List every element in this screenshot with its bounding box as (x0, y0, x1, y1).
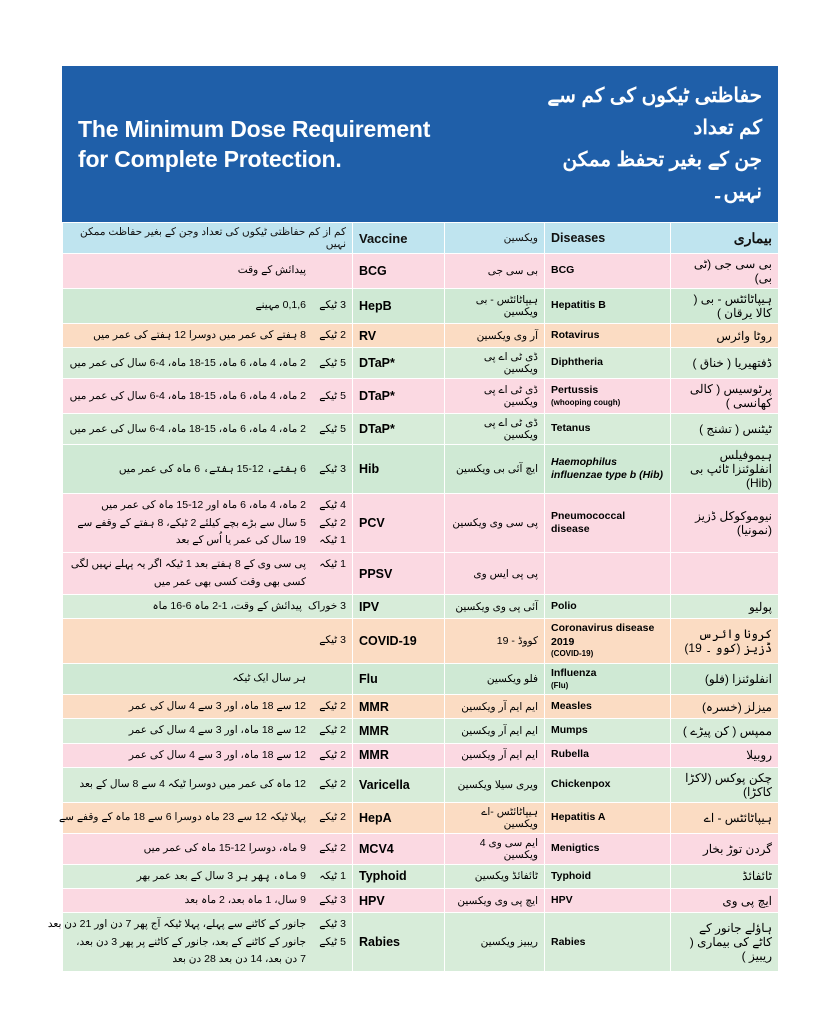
disease-name-urdu-cell: گردن توڑ بخار (671, 833, 779, 864)
vaccine-name-urdu-cell: ریبیز ویکسین (445, 913, 545, 972)
table-row (63, 767, 779, 802)
dose-schedule-cell: 2 ٹیکے12 ماہ کی عمر میں دوسرا ٹیکہ 4 سے 8 سال کے بعد (63, 767, 353, 802)
vaccine-name-cell: Hib (353, 445, 445, 494)
disease-name-cell (545, 553, 671, 595)
table-row (63, 663, 779, 694)
table-row (63, 913, 779, 972)
disease-name-urdu-cell: بی سی جی (ٹی بی) (671, 254, 779, 289)
dose-schedule-cell: 1 ٹیکہپی سی وی کے 8 ہفتے بعد 1 ٹیکہ اگر یہ پہلے نہیں لگی کسی بھی وقت کسی بھی عمر میں (63, 553, 353, 595)
table-row (63, 743, 779, 767)
table-row (63, 594, 779, 618)
column-header-doses-urdu: کم از کم حفاظتی ٹیکوں کی تعداد وجن کے بغیر حفاظت ممکن نہیں (63, 223, 353, 254)
vaccine-table (47, 222, 779, 972)
vaccine-name-urdu-cell: ہیپاٹائٹس - بی ویکسین (445, 289, 545, 324)
disease-name-cell: Hepatitis A (545, 802, 671, 833)
disease-name-urdu-cell: روٹا وائرس (671, 324, 779, 348)
header-title-urdu (518, 66, 778, 222)
disease-name-urdu-cell: ٹائفائڈ (671, 864, 779, 888)
disease-name-urdu-cell: ایچ پی وی (671, 889, 779, 913)
table-row (63, 889, 779, 913)
dose-schedule-cell: 5 ٹیکے2 ماہ، 4 ماہ، 6 ماہ، 15-18 ماہ، 4-6 سال کی عمر میں (63, 414, 353, 445)
vaccine-name-urdu-cell: ایچ آئی بی ویکسین (445, 445, 545, 494)
disease-name-urdu-cell (671, 553, 779, 595)
header-urdu-line1: حفاظتی ٹیکوں کی کم سے کم تعداد (547, 85, 762, 139)
vaccine-name-urdu-cell: ٹائفائڈ ویکسین (445, 864, 545, 888)
table-row (63, 553, 779, 595)
dose-schedule-cell: 1 ٹیکہ9 ماہ، پھر ہر 3 سال کے بعد عمر بھر (63, 864, 353, 888)
dose-schedule-cell: 5 ٹیکے2 ماہ، 4 ماہ، 6 ماہ، 15-18 ماہ، 4-6 سال کی عمر میں (63, 348, 353, 379)
vaccine-name-urdu-cell: کووڈ - 19 (445, 619, 545, 664)
vaccine-name-cell: HPV (353, 889, 445, 913)
dose-schedule-cell: 5 ٹیکے2 ماہ، 4 ماہ، 6 ماہ، 15-18 ماہ، 4-6 سال کی عمر میں (63, 379, 353, 414)
disease-name-urdu-cell: کرونا وائرس ڈزیز (کوو ۔ 19) (671, 619, 779, 664)
vaccine-name-urdu-cell: ڈی ٹی اے پی ویکسین (445, 414, 545, 445)
dose-schedule-cell: پیدائش کے وقت (63, 254, 353, 289)
disease-name-cell: Haemophilus influenzae type b (Hib) (545, 445, 671, 494)
table-row (63, 289, 779, 324)
vaccine-name-urdu-cell: ویری سیلا ویکسین (445, 767, 545, 802)
vaccine-name-cell: MMR (353, 719, 445, 743)
disease-name-cell: HPV (545, 889, 671, 913)
dose-schedule-cell: 3 ٹیکےجانور کے کاٹنے سے پہلے، پہلا ٹیکہ آج پھر 7 دن اور 21 دن بعد 5 ٹیکےجانور کے کاٹنے کے بعد، جانور کے کاٹنے پر پھر 3 دن بعد، 7 دن بعد، 14 دن بعد 28 دن بعد (63, 913, 353, 972)
header-title-line1: The Minimum Dose Requirement (78, 115, 431, 142)
vaccine-name-urdu-cell: ایم ایم آر ویکسین (445, 694, 545, 718)
header-title-line2: for Complete Protection. (78, 146, 342, 172)
disease-name-cell: Tetanus (545, 414, 671, 445)
vaccine-name-urdu-cell: ہیپاٹائٹس -اے ویکسین (445, 802, 545, 833)
vaccine-name-cell: PCV (353, 494, 445, 553)
column-header-vaccine-urdu: ویکسین (445, 223, 545, 254)
vaccine-name-urdu-cell: ایم ایم آر ویکسین (445, 743, 545, 767)
table-row (63, 833, 779, 864)
table-row (63, 694, 779, 718)
disease-name-urdu-cell: ہیپاٹائٹس - اے (671, 802, 779, 833)
table-row (63, 254, 779, 289)
vaccine-name-cell: HepB (353, 289, 445, 324)
disease-name-urdu-cell: ہیموفیلس انفلوئنزا ٹائپ بی (Hib) (671, 445, 779, 494)
vaccine-name-cell: MCV4 (353, 833, 445, 864)
vaccine-name-urdu-cell: ایچ پی وی ویکسین (445, 889, 545, 913)
dose-schedule-cell: ہر سال ایک ٹیکہ (63, 663, 353, 694)
table-body (47, 254, 779, 972)
vaccine-name-cell: RV (353, 324, 445, 348)
dose-schedule-cell: 2 ٹیکے9 ماہ، دوسرا 12-15 ماہ کی عمر میں (63, 833, 353, 864)
disease-name-urdu-cell: ہاؤلے جانور کے کاٹے کی بیماری ( ریبیز ) (671, 913, 779, 972)
chart-header (62, 66, 778, 222)
disease-name-cell: Typhoid (545, 864, 671, 888)
table-row (63, 719, 779, 743)
disease-name-cell: Chickenpox (545, 767, 671, 802)
table-header-row (63, 223, 779, 254)
dose-schedule-cell: 2 ٹیکے8 ہفتے کی عمر میں دوسرا 12 ہفتے کی عمر میں (63, 324, 353, 348)
disease-name-cell: Menigtics (545, 833, 671, 864)
vaccine-name-urdu-cell: ایم سی وی 4 ویکسین (445, 833, 545, 864)
dose-schedule-cell: 3 ٹیکے (63, 619, 353, 664)
vaccine-name-cell: Flu (353, 663, 445, 694)
vaccine-name-cell: DTaP* (353, 348, 445, 379)
disease-name-urdu-cell: پولیو (671, 594, 779, 618)
vaccine-name-urdu-cell: آئی پی وی ویکسین (445, 594, 545, 618)
disease-name-cell: Measles (545, 694, 671, 718)
vaccine-name-urdu-cell: فلو ویکسین (445, 663, 545, 694)
disease-name-urdu-cell: میزلز (خسرہ) (671, 694, 779, 718)
disease-name-cell: Mumps (545, 719, 671, 743)
vaccine-name-cell: Typhoid (353, 864, 445, 888)
disease-name-cell: Rabies (545, 913, 671, 972)
header-urdu-line2: جن کے بغیر تحفظ ممکن نہیں۔ (562, 149, 762, 203)
disease-name-urdu-cell: روبیلا (671, 743, 779, 767)
disease-name-urdu-cell: پرٹوسیس ( کالی کھانسی ) (671, 379, 779, 414)
vaccine-name-urdu-cell: پی پی ایس وی (445, 553, 545, 595)
vaccine-name-cell: DTaP* (353, 414, 445, 445)
vaccine-name-urdu-cell: ڈی ٹی اے پی ویکسین (445, 379, 545, 414)
header-title-english (62, 100, 518, 189)
column-header-diseases: Diseases (545, 223, 671, 254)
table-row (63, 324, 779, 348)
disease-name-cell: Rubella (545, 743, 671, 767)
disease-name-urdu-cell: ڈفتھیریا ( خناق ) (671, 348, 779, 379)
vaccine-name-cell: COVID-19 (353, 619, 445, 664)
disease-name-cell: Coronavirus disease 2019 (COVID-19) (545, 619, 671, 664)
dose-schedule-cell: 2 ٹیکےپہلا ٹیکہ 12 سے 23 ماہ دوسرا 6 سے 18 ماہ کے وقفے سے (63, 802, 353, 833)
vaccine-name-urdu-cell: پی سی وی ویکسین (445, 494, 545, 553)
disease-name-urdu-cell: چکن پوکس (لاکڑا کاکڑا) (671, 767, 779, 802)
vaccine-name-urdu-cell: ایم ایم آر ویکسین (445, 719, 545, 743)
disease-name-cell: Polio (545, 594, 671, 618)
dose-schedule-cell: 3 ٹیکے9 سال، 1 ماہ بعد، 2 ماہ بعد (63, 889, 353, 913)
table-row (63, 445, 779, 494)
disease-name-cell: Rotavirus (545, 324, 671, 348)
vaccine-name-cell: PPSV (353, 553, 445, 595)
vaccine-name-cell: BCG (353, 254, 445, 289)
disease-name-cell: Diphtheria (545, 348, 671, 379)
vaccine-name-cell: DTaP* (353, 379, 445, 414)
table-row (63, 414, 779, 445)
disease-name-cell: Pneumococcal disease (545, 494, 671, 553)
table-row (63, 864, 779, 888)
vaccine-name-urdu-cell: آر وی ویکسین (445, 324, 545, 348)
disease-name-urdu-cell: ٹیٹنس ( تشنج ) (671, 414, 779, 445)
disease-name-cell: Influenza (Flu) (545, 663, 671, 694)
table-row (63, 348, 779, 379)
dose-schedule-cell: 2 ٹیکے12 سے 18 ماہ، اور 3 سے 4 سال کی عمر (63, 719, 353, 743)
vaccine-name-cell: MMR (353, 743, 445, 767)
dose-schedule-cell: 2 ٹیکے12 سے 18 ماہ، اور 3 سے 4 سال کی عمر (63, 694, 353, 718)
disease-name-cell: Pertussis (whooping cough) (545, 379, 671, 414)
column-header-diseases-urdu: بیماری (671, 223, 779, 254)
table-row (63, 494, 779, 553)
vaccine-name-cell: Varicella (353, 767, 445, 802)
dose-schedule-cell: 3 ٹیکے0,1,6 مہینے (63, 289, 353, 324)
vaccine-name-cell: MMR (353, 694, 445, 718)
vaccine-name-cell: IPV (353, 594, 445, 618)
vaccine-name-urdu-cell: ڈی ٹی اے پی ویکسین (445, 348, 545, 379)
disease-name-urdu-cell: ہیپاٹائٹس - بی ( کالا یرقان ) (671, 289, 779, 324)
dose-schedule-cell: 4 ٹیکے2 ماہ، 4 ماہ، 6 ماہ اور 12-15 ماہ کی عمر میں 2 ٹیکے5 سال سے بڑے بچے کیلئے 2 ٹیکے، 8 ہفتے کے وقفے سے 1 ٹیکہ19 سال کی عمر یا اُس کے بعد (63, 494, 353, 553)
vaccine-name-urdu-cell: بی سی جی (445, 254, 545, 289)
vaccine-name-cell: Rabies (353, 913, 445, 972)
disease-name-cell: BCG (545, 254, 671, 289)
dose-schedule-cell: 3 خوراکپیدائش کے وقت، 1-2 ماہ 6-16 ماہ (63, 594, 353, 618)
disease-name-urdu-cell: نیوموکوکل ڈزیز (نمونیا) (671, 494, 779, 553)
dose-schedule-cell: 3 ٹیکے6 ہفتے، 12-15 ہفتے، 6 ماہ کی عمر میں (63, 445, 353, 494)
disease-name-cell: Hepatitis B (545, 289, 671, 324)
table-row (63, 619, 779, 664)
vaccine-name-cell: HepA (353, 802, 445, 833)
dose-schedule-cell: 2 ٹیکے12 سے 18 ماہ، اور 3 سے 4 سال کی عمر (63, 743, 353, 767)
disease-name-urdu-cell: ممپس ( کن پیڑے ) (671, 719, 779, 743)
disease-name-urdu-cell: انفلوئنزا (فلو) (671, 663, 779, 694)
table-row (63, 379, 779, 414)
column-header-vaccine: Vaccine (353, 223, 445, 254)
table-row (63, 802, 779, 833)
